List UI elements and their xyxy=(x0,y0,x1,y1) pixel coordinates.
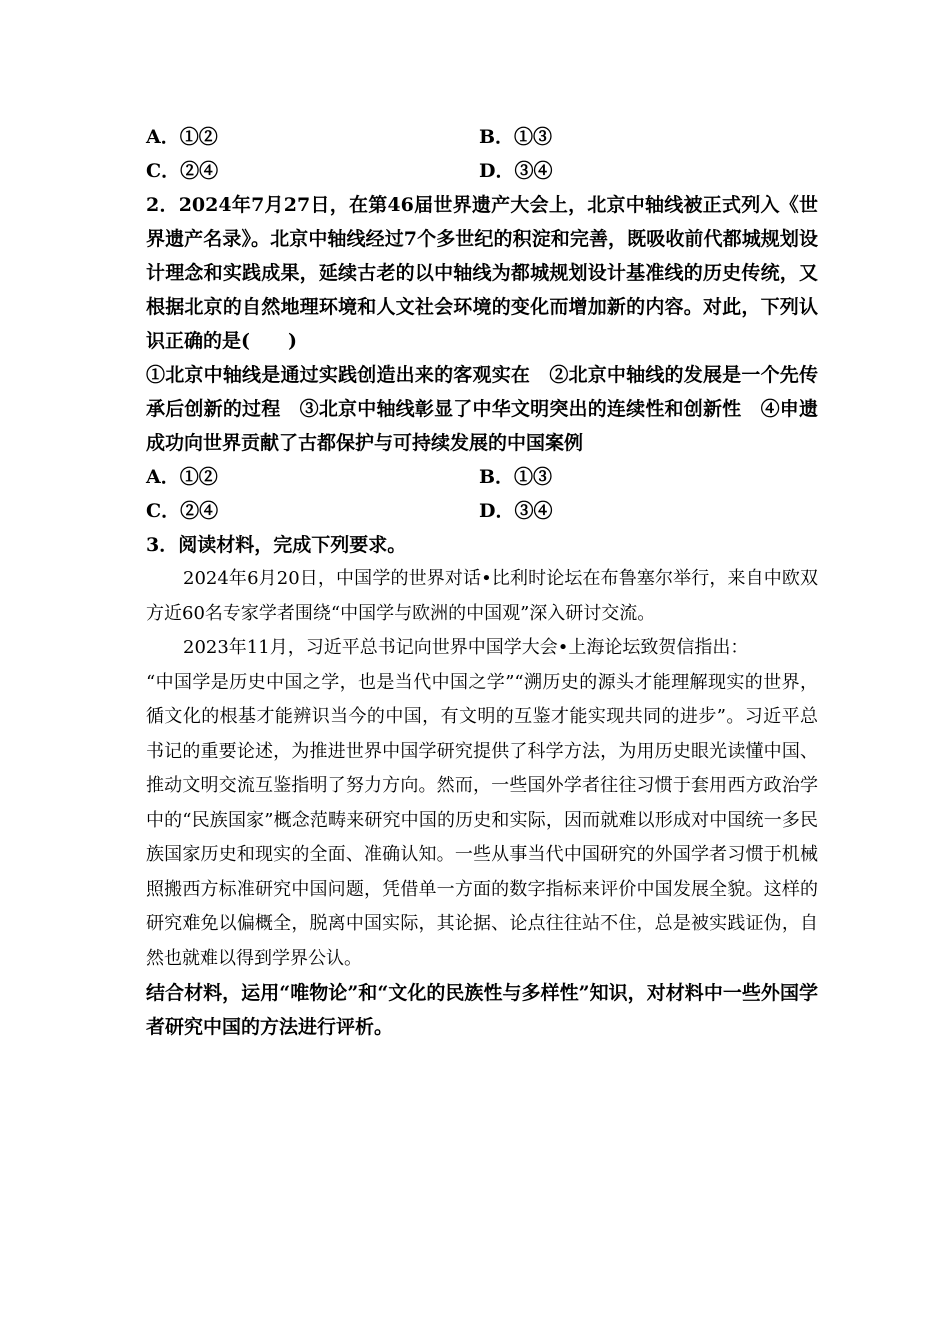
q3-material-paragraph-1: 2024年6月20日，中国学的世界对话•比利时论坛在布鲁塞尔举行，来自中欧双方近60名专家学者围绕“中国学与欧洲的中国观”深入研讨交流。 xyxy=(146,568,818,624)
q2-option-a: A．①② xyxy=(146,466,218,488)
q2-options-row-1 xyxy=(146,460,818,494)
page-content xyxy=(146,120,818,1044)
q3-stem: 3．阅读材料，完成下列要求。 xyxy=(146,534,407,556)
q3-material-paragraph-3: “中国学是历史中国之学，也是当代中国之学”“溯历史的源头才能理解现实的世界，循文化的根基才能辨识当今的中国，有文明的互鉴才能实现共同的进步”。习近平总书记的重要论述，为推进世界中国学研究提供了科学方法，为用历史眼光读懂中国、推动文明交流互鉴指明了努力方向。然而，一些国外学者往往习惯于套用西方政治学中的“民族国家”概念范畴来研究中国的历史和实际，因而就难以形成对中国统一多民族国家历史和现实的全面、准确认知。一些从事当代中国研究的外国学者习惯于机械照搬西方标准研究中国问题，凭借单一方面的数字指标来评价中国发展全貌。这样的研究难免以偏概全，脱离中国实际，其论据、论点往往站不住，总是被实践证伪，自然也就难以得到学界公认。 xyxy=(146,671,818,969)
q1-option-c: C．②④ xyxy=(146,160,219,182)
q1-option-d: D．③④ xyxy=(479,160,553,182)
q3-material-paragraph-2: 2023年11月，习近平总书记向世界中国学大会•上海论坛致贺信指出： xyxy=(183,637,749,658)
q2-statements: ①北京中轴线是通过实践创造出来的客观实在 ②北京中轴线的发展是一个先传承后创新的过程 ③北京中轴线彰显了中华文明突出的连续性和创新性 ④申遗成功向世界贡献了古都保护与可持续发展的中国案例 xyxy=(146,364,818,454)
q1-option-b: B．①③ xyxy=(479,126,553,148)
q1-option-a: A．①② xyxy=(146,126,218,148)
q2-option-b: B．①③ xyxy=(479,466,553,488)
q2-option-c: C．②④ xyxy=(146,500,219,522)
q1-options-row-1 xyxy=(146,120,818,154)
q2-option-d: D．③④ xyxy=(479,500,553,522)
q2-stem: 2．2024年7月27日，在第46届世界遗产大会上，北京中轴线被正式列入《世界遗产名录》。北京中轴线经过7个多世纪的积淀和完善，既吸收前代都城规划设计理念和实践成果，延续古老的以中轴线为都城规划设计基准线的历史传统，又根据北京的自然地理环境和人文社会环境的变化而增加新的内容。对此，下列认识正确的是( ) xyxy=(146,194,818,352)
q2-options-row-2 xyxy=(146,494,818,528)
q3-requirement: 结合材料，运用“唯物论”和“文化的民族性与多样性”知识，对材料中一些外国学者研究中国的方法进行评析。 xyxy=(146,982,818,1038)
q1-options-row-2 xyxy=(146,154,818,188)
